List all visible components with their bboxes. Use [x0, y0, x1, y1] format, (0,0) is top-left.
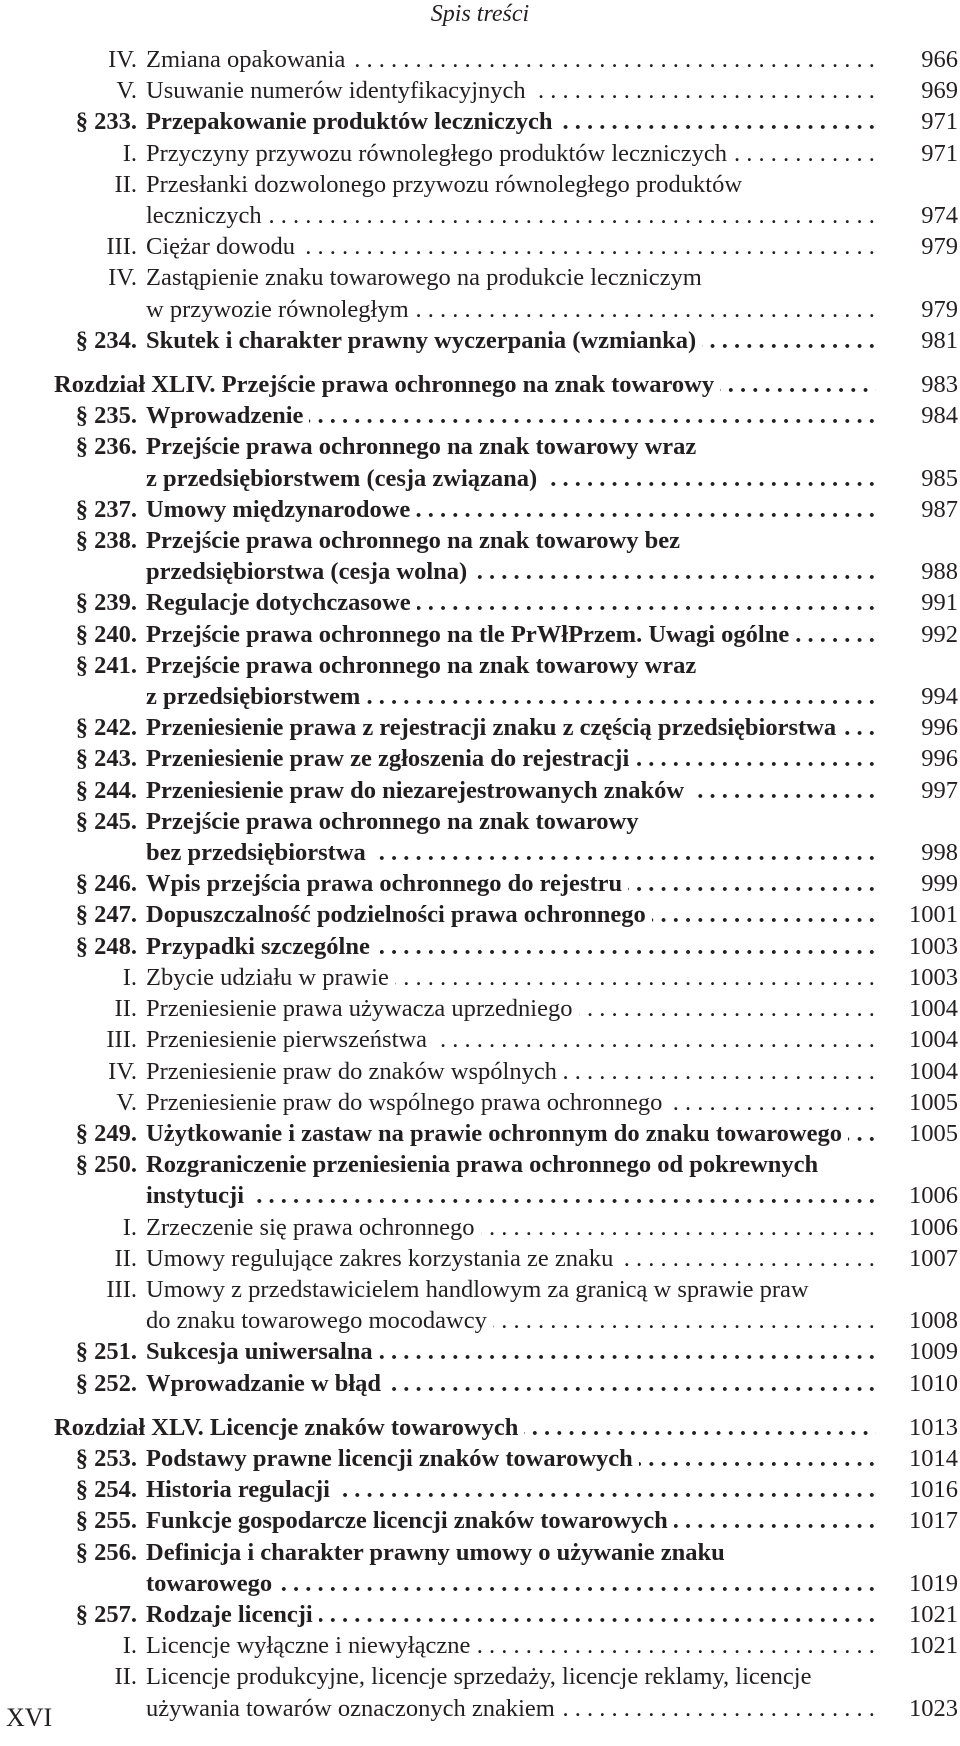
entry-page-number: 984	[876, 400, 958, 431]
toc-entry	[54, 1599, 958, 1630]
entry-title	[137, 743, 876, 774]
toc-entry	[54, 931, 958, 962]
toc-entry	[54, 106, 958, 137]
entry-page-number: 983	[876, 369, 958, 400]
toc-entry	[54, 1336, 958, 1367]
entry-number: IV.	[108, 264, 137, 292]
entry-title	[137, 619, 876, 650]
toc-entry	[54, 1443, 958, 1474]
entry-number: § 241.	[75, 651, 137, 679]
entry-title-line: bez przedsiębiorstwa	[146, 839, 372, 866]
entry-title	[54, 1412, 876, 1443]
entry-title	[137, 44, 876, 75]
entry-title-line: Wprowadzanie w błąd	[146, 1370, 387, 1397]
entry-title	[137, 775, 876, 806]
toc-entry	[54, 899, 958, 930]
toc-entry	[54, 1087, 958, 1118]
entry-page-number: 1013	[876, 1412, 958, 1443]
entry-page-number: 994	[876, 681, 958, 712]
entry-title-line: Przypadki szczególne	[146, 933, 376, 960]
entry-number: I.	[122, 963, 137, 991]
entry-number: § 245.	[75, 807, 137, 835]
entry-number: IV.	[108, 1057, 137, 1085]
entry-number: § 235.	[75, 402, 137, 430]
entry-title	[54, 369, 876, 400]
entry-number: § 249.	[75, 1119, 137, 1147]
entry-title	[137, 993, 876, 1024]
entry-title-line: towarowego	[146, 1570, 278, 1597]
toc-entry	[54, 431, 958, 493]
entry-title	[137, 1118, 876, 1149]
entry-page-number: 1016	[876, 1474, 958, 1505]
entry-title	[137, 1149, 876, 1211]
entry-number: § 238.	[75, 527, 137, 555]
entry-title-line: Rozdział XLV. Licencje znaków towarowych	[54, 1414, 524, 1441]
entry-page-number: 981	[876, 325, 958, 356]
entry-title-line: Dopuszczalność podzielności prawa ochronnego	[146, 901, 652, 928]
entry-title-line: Przejście prawa ochronnego na znak towarowy wraz	[146, 652, 702, 679]
entry-title-line: Przepakowanie produktów leczniczych	[146, 108, 559, 135]
entry-number: § 243.	[75, 745, 137, 773]
entry-title	[137, 431, 876, 493]
entry-page-number: 1010	[876, 1368, 958, 1399]
toc-entry	[54, 775, 958, 806]
entry-title	[137, 931, 876, 962]
entry-page-number: 979	[876, 231, 958, 262]
entry-title-line: używania towarów oznaczonych znakiem	[146, 1695, 561, 1722]
entry-page-number: 974	[876, 200, 958, 231]
entry-title	[137, 806, 876, 868]
entry-title	[137, 494, 876, 525]
entry-title-line: Podstawy prawne licencji znaków towarowych	[146, 1445, 639, 1472]
entry-number: III.	[106, 1026, 137, 1054]
entry-page-number: 996	[876, 743, 958, 774]
toc-entry	[54, 494, 958, 525]
entry-title-line: w przywozie równoległym	[146, 296, 415, 323]
entry-title-line: Definicja i charakter prawny umowy o używanie znaku	[146, 1539, 731, 1566]
entry-title-line: Przeniesienie pierwszeństwa	[146, 1026, 433, 1053]
entry-title-line: Przeniesienie praw do niezarejestrowanych znaków	[146, 777, 690, 804]
chapter-entry	[54, 369, 958, 400]
entry-page-number: 1017	[876, 1505, 958, 1536]
toc-entry	[54, 325, 958, 356]
entry-title	[137, 1024, 876, 1055]
entry-page-number: 1008	[876, 1305, 958, 1336]
toc-entry	[54, 806, 958, 868]
entry-number: II.	[114, 170, 137, 198]
entry-number: V.	[116, 77, 137, 105]
entry-title-line: Zrzeczenie się prawa ochronnego	[146, 1214, 481, 1241]
toc-entry	[54, 1630, 958, 1661]
entry-number: § 244.	[75, 776, 137, 804]
entry-page-number: 1021	[876, 1630, 958, 1661]
toc-entry	[54, 138, 958, 169]
entry-number: § 250.	[75, 1151, 137, 1179]
entry-title-line: Umowy międzynarodowe	[146, 496, 416, 523]
entry-page-number: 971	[876, 138, 958, 169]
toc-entry	[54, 962, 958, 993]
toc-entry	[54, 650, 958, 712]
table-of-contents	[54, 44, 958, 1724]
entry-title	[137, 1443, 876, 1474]
toc-entry	[54, 400, 958, 431]
entry-title-line: Przejście prawa ochronnego na tle PrWłPrzem. Uwagi ogólne	[146, 621, 795, 648]
entry-number: III.	[106, 233, 137, 261]
entry-title	[137, 1243, 876, 1274]
entry-page-number: 997	[876, 775, 958, 806]
entry-title-line: Rozdział XLIV. Przejście prawa ochronnego na znak towarowy	[54, 371, 720, 398]
toc-entry	[54, 1274, 958, 1336]
toc-entry	[54, 1212, 958, 1243]
entry-number: § 251.	[75, 1338, 137, 1366]
entry-page-number: 1021	[876, 1599, 958, 1630]
entry-page-number: 979	[876, 294, 958, 325]
entry-page-number: 1003	[876, 962, 958, 993]
entry-title	[137, 650, 876, 712]
entry-title	[137, 868, 876, 899]
entry-title-line: Przeniesienie praw do wspólnego prawa ochronnego	[146, 1089, 668, 1116]
entry-number: § 234.	[75, 326, 137, 354]
page-number: XVI	[6, 1703, 53, 1732]
entry-title	[137, 1474, 876, 1505]
entry-title	[137, 1599, 876, 1630]
toc-entry	[54, 868, 958, 899]
entry-number: § 242.	[75, 714, 137, 742]
entry-title-line: Rodzaje licencji	[146, 1601, 319, 1628]
entry-page-number: 1004	[876, 993, 958, 1024]
entry-number: II.	[114, 1663, 137, 1691]
entry-title	[137, 899, 876, 930]
entry-title-line: Przeniesienie praw do znaków wspólnych	[146, 1058, 563, 1085]
toc-entry	[54, 1024, 958, 1055]
entry-number: § 233.	[75, 108, 137, 136]
entry-number: I.	[122, 1632, 137, 1660]
entry-title-line: Licencje produkcyjne, licencje sprzedaży, licencje reklamy, licencje	[146, 1663, 817, 1690]
entry-page-number: 1005	[876, 1087, 958, 1118]
entry-page-number: 1023	[876, 1693, 958, 1724]
toc-entry	[54, 75, 958, 106]
entry-title	[137, 138, 876, 169]
entry-number: § 252.	[75, 1369, 137, 1397]
entry-title-line: Skutek i charakter prawny wyczerpania (wzmianka)	[146, 327, 702, 354]
toc-entry	[54, 712, 958, 743]
entry-title	[137, 525, 876, 587]
entry-title-line: Rozgraniczenie przeniesienia prawa ochronnego od pokrewnych	[146, 1151, 824, 1178]
toc-entry	[54, 1368, 958, 1399]
entry-number: II.	[114, 1244, 137, 1272]
toc-entry	[54, 1056, 958, 1087]
toc-entry	[54, 44, 958, 75]
entry-page-number: 999	[876, 868, 958, 899]
entry-number: § 236.	[75, 433, 137, 461]
toc-entry	[54, 262, 958, 324]
entry-title	[137, 400, 876, 431]
entry-page-number: 1003	[876, 931, 958, 962]
entry-number: § 255.	[75, 1507, 137, 1535]
entry-title-line: przedsiębiorstwa (cesja wolna)	[146, 558, 473, 585]
entry-page-number: 992	[876, 619, 958, 650]
entry-number: § 246.	[75, 870, 137, 898]
entry-title-line: Przyczyny przywozu równoległego produktów leczniczych	[146, 140, 733, 167]
toc-entry	[54, 231, 958, 262]
entry-title-line: Wprowadzenie	[146, 402, 309, 429]
entry-title-line: instytucji	[146, 1182, 250, 1209]
entry-page-number: 1019	[876, 1568, 958, 1599]
entry-title-line: Zmiana opakowania	[146, 46, 351, 73]
entry-number: § 237.	[75, 495, 137, 523]
toc-entry	[54, 525, 958, 587]
entry-title-line: Wpis przejścia prawa ochronnego do rejestru	[146, 870, 628, 897]
running-head: Spis treści	[430, 1, 530, 27]
entry-page-number: 1007	[876, 1243, 958, 1274]
entry-title-line: Przeniesienie praw ze zgłoszenia do rejestracji	[146, 745, 635, 772]
entry-title-line: Regulacje dotychczasowe	[146, 589, 417, 616]
entry-title	[137, 325, 876, 356]
entry-title	[137, 1537, 876, 1599]
entry-title-line: Przejście prawa ochronnego na znak towarowy wraz	[146, 433, 702, 460]
entry-page-number: 1014	[876, 1443, 958, 1474]
entry-title-line: Użytkowanie i zastaw na prawie ochronnym do znaku towarowego	[146, 1120, 848, 1147]
entry-title	[137, 1368, 876, 1399]
entry-title-line: Przeniesienie prawa używacza uprzedniego	[146, 995, 579, 1022]
entry-title-line: leczniczych	[146, 202, 268, 229]
entry-title-line: Sukcesja uniwersalna	[146, 1338, 379, 1365]
toc-entry	[54, 1243, 958, 1274]
entry-title	[137, 1505, 876, 1536]
entry-title	[137, 75, 876, 106]
entry-page-number: 969	[876, 75, 958, 106]
entry-title	[137, 1630, 876, 1661]
entry-page-number: 1004	[876, 1024, 958, 1055]
entry-title-line: Licencje wyłączne i niewyłączne	[146, 1632, 476, 1659]
entry-number: I.	[122, 139, 137, 167]
entry-number: IV.	[108, 46, 137, 73]
entry-page-number: 1005	[876, 1118, 958, 1149]
entry-title	[137, 1274, 876, 1336]
chapter-entry	[54, 1412, 958, 1443]
toc-entry	[54, 993, 958, 1024]
entry-title-line: Usuwanie numerów identyfikacyjnych	[146, 77, 532, 104]
entry-title-line: Funkcje gospodarcze licencji znaków towarowych	[146, 1507, 674, 1534]
entry-page-number: 1006	[876, 1212, 958, 1243]
entry-number: III.	[106, 1275, 137, 1303]
entry-number: V.	[116, 1088, 137, 1116]
entry-number: § 257.	[75, 1600, 137, 1628]
entry-page-number: 1006	[876, 1180, 958, 1211]
entry-title-line: Zbycie udziału w prawie	[146, 964, 395, 991]
entry-title	[137, 587, 876, 618]
entry-number: § 239.	[75, 589, 137, 617]
entry-title-line: z przedsiębiorstwem (cesja związana)	[146, 465, 543, 492]
entry-title-line: Przejście prawa ochronnego na znak towarowy	[146, 808, 644, 835]
entry-page-number: 987	[876, 494, 958, 525]
entry-page-number: 985	[876, 463, 958, 494]
entry-title-line: Zastąpienie znaku towarowego na produkcie leczniczym	[146, 264, 708, 291]
toc-entry	[54, 587, 958, 618]
entry-page-number: 996	[876, 712, 958, 743]
entry-title	[137, 231, 876, 262]
entry-title	[137, 169, 876, 231]
entry-title	[137, 262, 876, 324]
entry-title	[137, 106, 876, 137]
entry-title	[137, 1087, 876, 1118]
entry-number: § 256.	[75, 1538, 137, 1566]
entry-title-line: Historia regulacji	[146, 1476, 336, 1503]
entry-title-line: Przeniesienie prawa z rejestracji znaku z częścią przedsiębiorstwa	[146, 714, 842, 741]
entry-page-number: 991	[876, 587, 958, 618]
entry-title-line: Umowy regulujące zakres korzystania ze znaku	[146, 1245, 619, 1272]
entry-title	[137, 712, 876, 743]
entry-title	[137, 1661, 876, 1723]
toc-entry	[54, 1149, 958, 1211]
entry-title-line: Przesłanki dozwolonego przywozu równoległego produktów	[146, 171, 748, 198]
entry-page-number: 998	[876, 837, 958, 868]
entry-number: § 248.	[75, 932, 137, 960]
toc-entry	[54, 1474, 958, 1505]
entry-title-line: z przedsiębiorstwem	[146, 683, 366, 710]
entry-number: II.	[114, 995, 137, 1023]
toc-entry	[54, 1537, 958, 1599]
toc-entry	[54, 169, 958, 231]
entry-number: § 247.	[75, 901, 137, 929]
entry-page-number: 971	[876, 106, 958, 137]
entry-number: § 254.	[75, 1476, 137, 1504]
entry-title-line: Przejście prawa ochronnego na znak towarowy bez	[146, 527, 686, 554]
toc-entry	[54, 743, 958, 774]
entry-page-number: 1004	[876, 1056, 958, 1087]
toc-entry	[54, 1118, 958, 1149]
toc-entry	[54, 1661, 958, 1723]
toc-entry	[54, 619, 958, 650]
entry-title	[137, 1212, 876, 1243]
entry-title-line: do znaku towarowego mocodawcy	[146, 1307, 493, 1334]
entry-title-line: Umowy z przedstawicielem handlowym za granicą w sprawie praw	[146, 1276, 815, 1303]
entry-number: I.	[122, 1213, 137, 1241]
entry-title	[137, 1336, 876, 1367]
entry-number: § 253.	[75, 1444, 137, 1472]
entry-title	[137, 1056, 876, 1087]
entry-page-number: 1001	[876, 899, 958, 930]
entry-title	[137, 962, 876, 993]
entry-page-number: 966	[876, 44, 958, 75]
entry-title-line: Ciężar dowodu	[146, 233, 301, 260]
entry-number: § 240.	[75, 620, 137, 648]
toc-entry	[54, 1505, 958, 1536]
entry-page-number: 988	[876, 556, 958, 587]
entry-page-number: 1009	[876, 1336, 958, 1367]
